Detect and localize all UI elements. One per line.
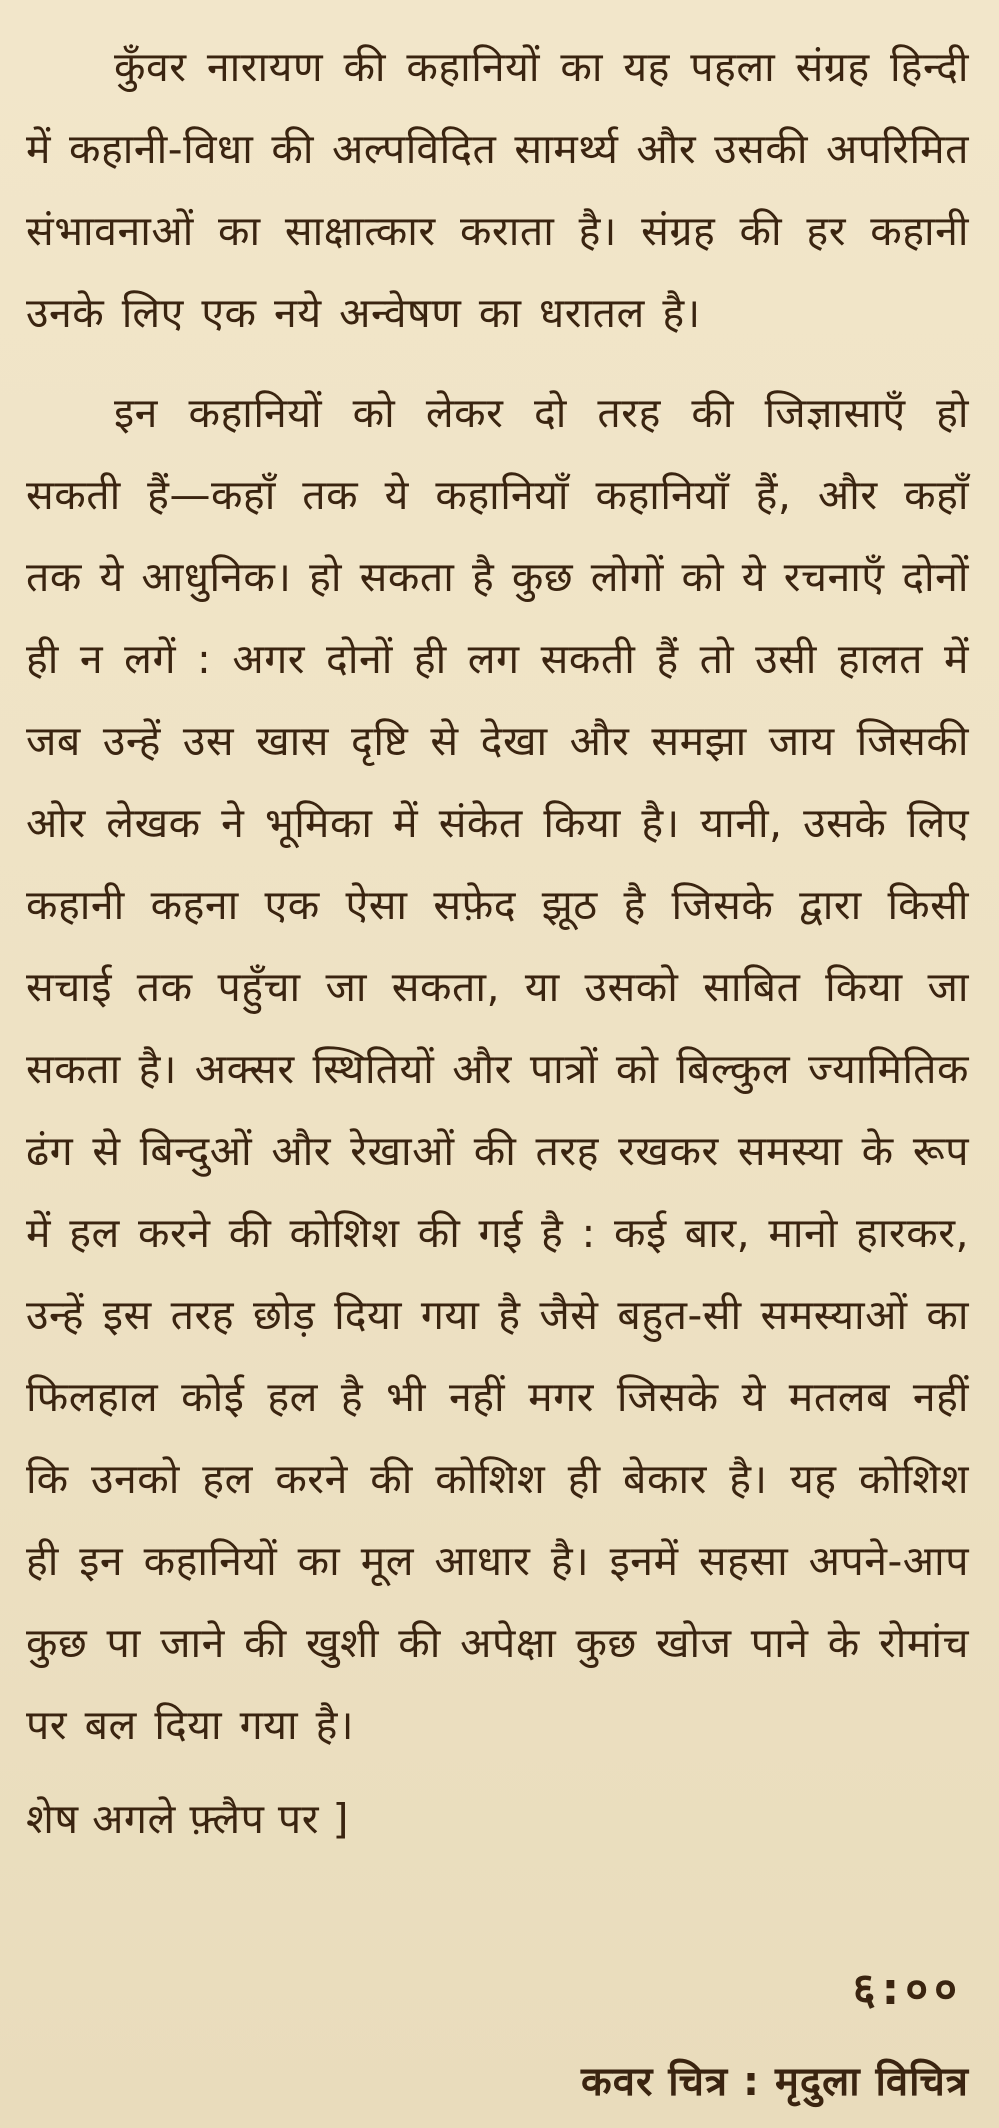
continued-note: शेष अगले फ़्लैप पर ]: [26, 1795, 350, 1843]
cover-credit: कवर चित्र : मृदुला विचित्र: [581, 2059, 969, 2105]
paragraph-body: इन कहानियों को लेकर दो तरह की जिज्ञासाएँ हो सकती हैं—कहाँ तक ये कहानियाँ कहानियाँ हैं, और कहाँ तक ये आधुनिक। हो सकता है कुछ लोगों को ये रचनाएँ दोनों ही न लगें : अगर दोनों ही लग सकती हैं तो उसी हालत में जब उन्हें उस खास दृष्टि से देखा और समझा जाय जिसकी ओर लेखक ने भूमिका में संकेत किया है। यानी, उसके लिए कहानी कहना एक ऐसा सफ़ेद झूठ है जिसके द्वारा किसी सचाई तक पहुँचा जा सकता, या उसको साबित किया जा सकता है। अक्सर स्थितियों और पात्रों को बिल्कुल ज्यामितिक ढंग से बिन्दुओं और रेखाओं की तरह रखकर समस्या के रूप में हल करने की कोशिश की गई है : कई बार, मानो हारकर, उन्हें इस तरह छोड़ दिया गया है जैसे बहुत-सी समस्याओं का फिलहाल कोई हल है भी नहीं मगर जिसके ये मतलब नहीं कि उनको हल करने की कोशिश ही बेकार है। यह कोशिश ही इन कहानियों का मूल आधार है। इनमें सहसा अपने-आप कुछ पा जाने की खुशी की अपेक्षा कुछ खोज पाने के रोमांच पर बल दिया गया है।: [26, 389, 969, 1749]
paragraph-intro: कुँवर नारायण की कहानियों का यह पहला संग्रह हिन्दी में कहानी-विधा की अल्पविदित सामर्थ्य और उसकी अपरिमित संभावनाओं का साक्षात्कार कराता है। संग्रह की हर कहानी उनके लिए एक नये अन्वेषण का धरातल है।: [26, 43, 969, 337]
price-label: ६:००: [852, 1964, 963, 2015]
